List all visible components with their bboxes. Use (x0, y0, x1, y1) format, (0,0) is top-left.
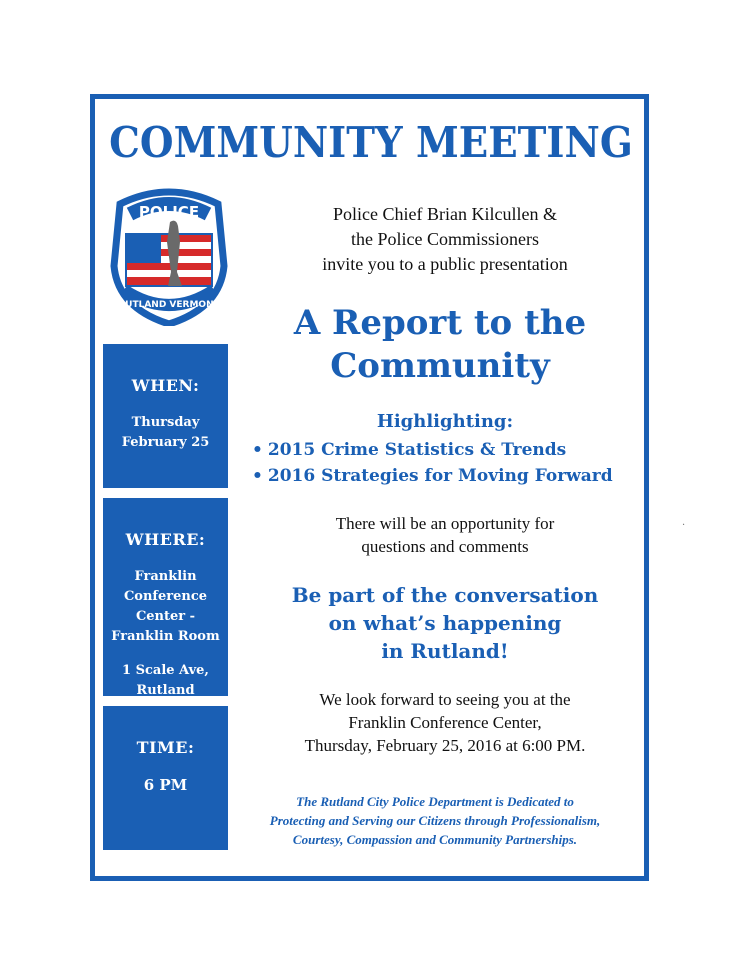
motto-line: Protecting and Serving our Citizens through Professionalism, (269, 813, 601, 828)
where-line: Center - (135, 609, 196, 624)
list-item-text: 2016 Strategies for Moving Forward (267, 466, 613, 486)
when-box (103, 344, 228, 488)
motto-line: The Rutland City Police Department is Dedicated to (296, 794, 574, 809)
department-motto (230, 792, 640, 849)
spacer (103, 647, 228, 661)
badge-bottom-text: RUTLAND VERMONT (118, 300, 220, 310)
where-line: Conference (123, 589, 208, 604)
list-item (252, 437, 642, 463)
intro-line: invite you to a public presentation (322, 254, 568, 274)
time-heading: TIME: (136, 738, 195, 757)
when-heading: WHEN: (131, 376, 200, 395)
conversation-line: in Rutland! (381, 639, 509, 663)
where-heading: WHERE: (125, 530, 206, 549)
time-value: 6 PM (143, 776, 188, 794)
report-title-line: A Report to the (293, 303, 587, 343)
list-item (252, 463, 642, 489)
list-item-text: 2015 Crime Statistics & Trends (267, 440, 567, 460)
motto-line: Courtesy, Compassion and Community Partnerships. (292, 832, 578, 847)
intro-line: the Police Commissioners (351, 229, 539, 249)
when-date: February 25 (121, 435, 210, 450)
conversation-callout (245, 581, 645, 665)
opportunity-line: There will be an opportunity for (335, 514, 555, 533)
police-badge-icon (110, 186, 228, 326)
flyer-title: COMMUNITY MEETING (109, 118, 633, 167)
bullet-icon: • (252, 466, 263, 486)
closing-line: We look forward to seeing you at the (319, 690, 571, 709)
where-line: Franklin Room (111, 629, 220, 644)
when-day: Thursday (131, 415, 200, 430)
where-box (103, 498, 228, 696)
where-city: Rutland (136, 683, 195, 698)
conversation-line: on what’s happening (328, 611, 562, 635)
report-title (240, 302, 640, 388)
report-title-line: Community (330, 346, 550, 386)
conversation-line: Be part of the conversation (291, 583, 599, 607)
badge-top-text: POLICE (138, 203, 200, 221)
opportunity-text (245, 512, 645, 558)
where-line: Franklin (134, 569, 197, 584)
closing-text (245, 688, 645, 757)
where-address: 1 Scale Ave, (122, 663, 209, 678)
highlighting-label: Highlighting: (376, 411, 514, 432)
invitation-text (245, 202, 645, 277)
time-box (103, 706, 228, 850)
closing-line: Franklin Conference Center, (348, 713, 542, 732)
closing-line: Thursday, February 25, 2016 at 6:00 PM. (304, 736, 586, 755)
scan-speck: · (682, 520, 686, 531)
highlight-list (252, 437, 642, 489)
opportunity-line: questions and comments (361, 537, 529, 556)
bullet-icon: • (252, 440, 263, 460)
intro-line: Police Chief Brian Kilcullen & (333, 204, 557, 224)
